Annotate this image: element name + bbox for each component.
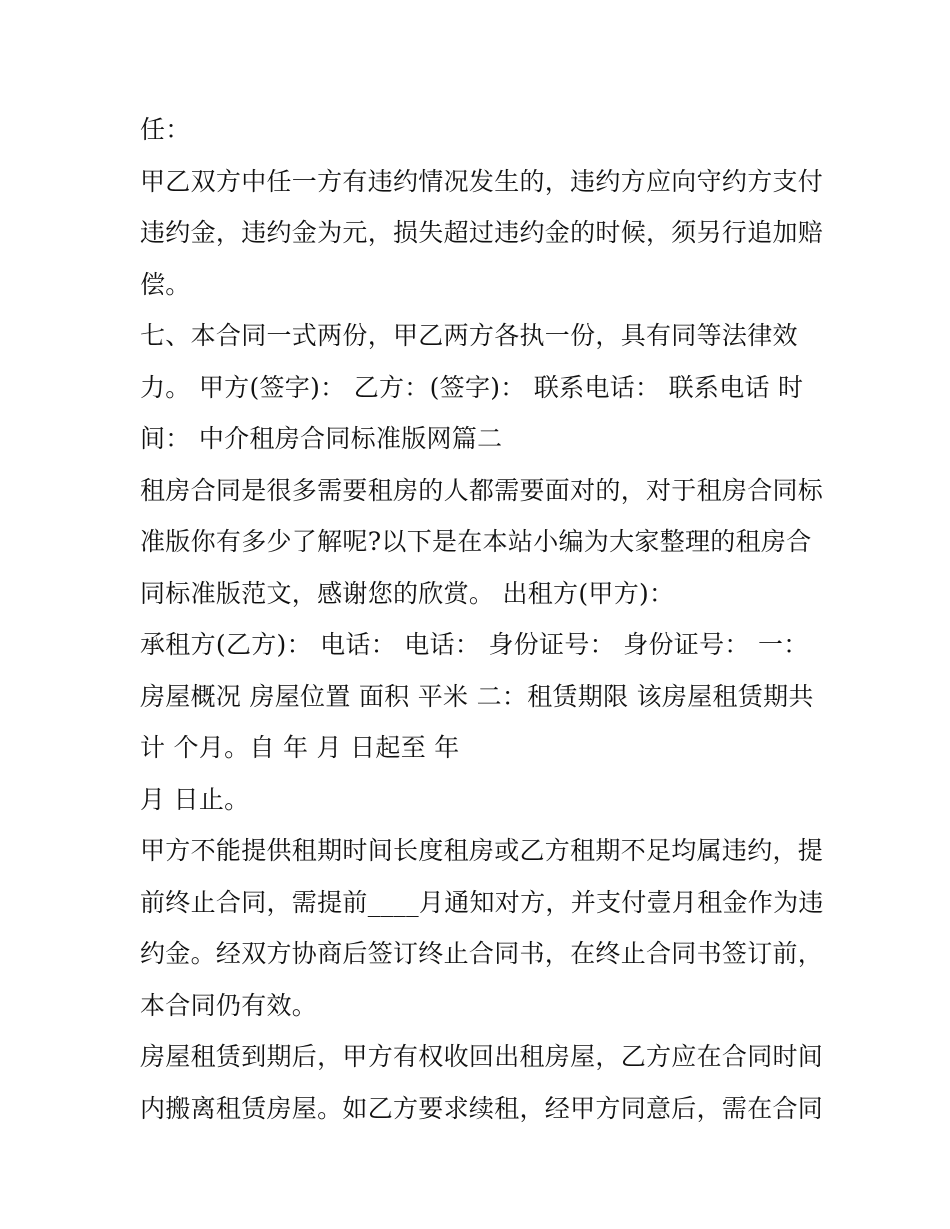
text-line-18: 本合同仍有效。 (140, 990, 318, 1020)
text-line-4: 偿。 (140, 269, 191, 299)
contract-text (140, 104, 840, 1134)
text-line-13: 计 个月。自 年 月 日起至 年 (140, 733, 460, 762)
text-line-15: 甲方不能提供租期时间长度租房或乙方租期不足均属违约，提 (140, 836, 824, 865)
text-line-17: 约金。经双方协商后签订终止合同书，在终止合同书签订前， (140, 939, 824, 968)
text-line-6: 力。 甲方(签字)： 乙方：(签字)： 联系电话： 联系电话 时 (140, 372, 804, 402)
text-line-14: 月 日止。 (140, 784, 250, 814)
text-line-1: 任： (140, 115, 191, 144)
text-line-11: 承租方(乙方)： 电话： 电话： 身份证号： 身份证号： 一： (140, 630, 809, 659)
text-line-10: 同标准版范文，感谢您的欣赏。 出租方(甲方)： (140, 578, 675, 608)
text-line-7: 间： 中介租房合同标准版网篇二 (140, 424, 503, 453)
text-line-9: 准版你有多少了解呢?以下是在本站小编为大家整理的租房合 (140, 527, 812, 556)
text-line-16: 前终止合同，需提前____月通知对方，并支付壹月租金作为违 (140, 887, 824, 917)
text-line-3: 违约金，违约金为元，损失超过违约金的时候，须另行追加赔 (140, 218, 824, 247)
text-line-8: 租房合同是很多需要租房的人都需要面对的，对于租房合同标 (140, 475, 824, 505)
text-line-20: 内搬离租赁房屋。如乙方要求续租，经甲方同意后，需在合同 (140, 1093, 824, 1123)
text-line-2: 甲乙双方中任一方有违约情况发生的，违约方应向守约方支付 (140, 166, 824, 196)
text-line-19: 房屋租赁到期后，甲方有权收回出租房屋，乙方应在合同时间 (140, 1042, 824, 1071)
text-line-12: 房屋概况 房屋位置 面积 平米 二：租赁期限 该房屋租赁期共 (140, 681, 814, 711)
text-line-5: 七、本合同一式两份，甲乙两方各执一份，具有同等法律效 (140, 321, 798, 350)
